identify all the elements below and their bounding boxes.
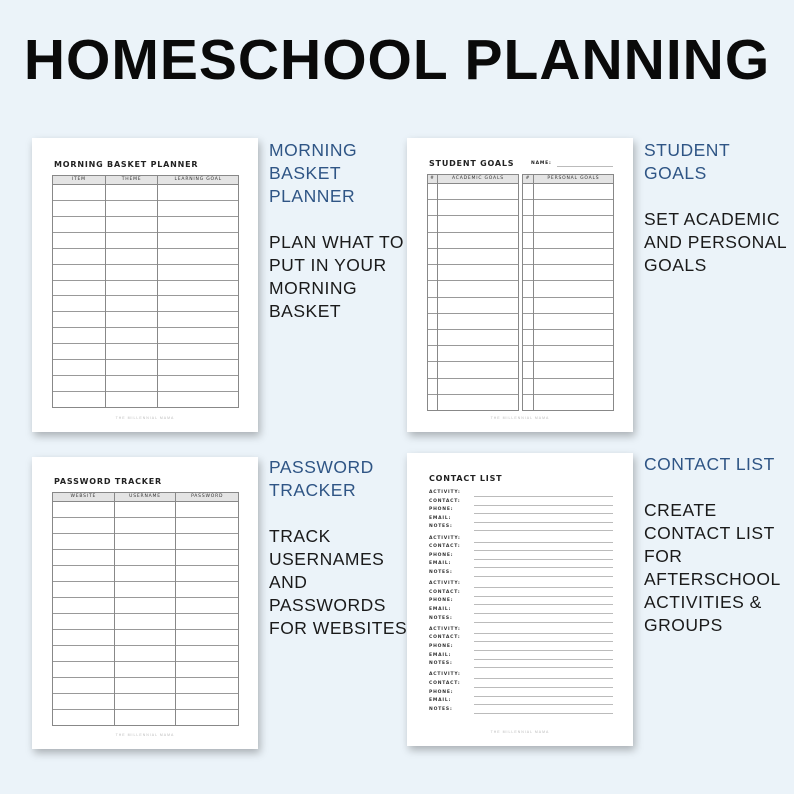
card-title: MORNING BASKET PLANNER — [54, 160, 199, 169]
table-cell — [438, 395, 518, 410]
field-label: NOTES: — [429, 615, 453, 621]
table-cell — [176, 502, 238, 518]
table-cell — [158, 392, 238, 407]
table-cell — [115, 518, 176, 534]
table-column — [158, 176, 238, 407]
table-cell — [523, 249, 533, 265]
table-cell — [53, 694, 114, 710]
field-label: CONTACT: — [429, 498, 461, 504]
field-line — [474, 633, 613, 634]
table-cell — [523, 346, 533, 362]
contact-field-row — [429, 598, 613, 607]
contact-field-row — [429, 707, 613, 716]
table-cell — [53, 646, 114, 662]
field-line — [474, 667, 613, 668]
body-line: PUT IN YOUR — [269, 255, 387, 275]
table-cell — [428, 362, 437, 378]
field-line — [474, 713, 613, 714]
field-line — [474, 587, 613, 588]
field-label: ACTIVITY: — [429, 535, 461, 541]
column-header: # — [523, 175, 533, 184]
table-cell — [106, 296, 158, 312]
contact-field-row — [429, 536, 613, 545]
table-cell — [53, 328, 105, 344]
table-cell — [158, 344, 238, 360]
field-line — [474, 678, 613, 679]
body-line: MORNING — [269, 278, 358, 298]
table-cell — [53, 518, 114, 534]
column-header: # — [428, 175, 437, 184]
contact-block — [429, 536, 613, 579]
field-label: NOTES: — [429, 706, 453, 712]
table-cell — [106, 281, 158, 297]
table-column — [438, 175, 518, 410]
description-heading — [644, 453, 781, 476]
table-column — [53, 493, 115, 725]
contact-field-row — [429, 516, 613, 525]
table-cell — [428, 281, 437, 297]
table-cell — [428, 265, 437, 281]
body-line: CONTACT LIST — [644, 523, 775, 543]
table-cell — [176, 582, 238, 598]
field-line — [474, 641, 613, 642]
table-cell — [115, 630, 176, 646]
field-label: PHONE: — [429, 689, 454, 695]
table-cell — [106, 312, 158, 328]
field-label: CONTACT: — [429, 635, 461, 641]
field-label: EMAIL: — [429, 698, 452, 704]
field-label: PHONE: — [429, 552, 454, 558]
table-cell — [523, 200, 533, 216]
table-cell — [438, 249, 518, 265]
password-description — [269, 456, 407, 640]
table-cell — [158, 328, 238, 344]
table-cell — [438, 379, 518, 395]
field-line — [474, 559, 613, 560]
table-cell — [53, 344, 105, 360]
field-line — [474, 659, 613, 660]
table-cell — [534, 346, 613, 362]
table-cell — [534, 281, 613, 297]
table-cell — [534, 362, 613, 378]
heading-line: PASSWORD — [269, 457, 374, 477]
table-cell — [438, 184, 518, 200]
table-cell — [115, 550, 176, 566]
heading-line: STUDENT — [644, 140, 731, 160]
field-label: EMAIL: — [429, 515, 452, 521]
table-cell — [115, 710, 176, 725]
table-column — [428, 175, 438, 410]
footer-brand: THE MILLENNIAL MAMA — [490, 730, 550, 734]
contact-field-row — [429, 672, 613, 681]
table-cell — [53, 678, 114, 694]
body-line: AFTERSCHOOL — [644, 569, 781, 589]
morning-basket-card — [32, 138, 258, 432]
table-cell — [53, 201, 105, 217]
table-cell — [523, 184, 533, 200]
table-cell — [158, 360, 238, 376]
table-cell — [523, 330, 533, 346]
table-cell — [53, 217, 105, 233]
table-cell — [53, 249, 105, 265]
body-line: GOALS — [644, 255, 707, 275]
contact-field-row — [429, 570, 613, 579]
table-cell — [53, 185, 105, 201]
field-label: NOTES: — [429, 569, 453, 575]
field-line — [474, 596, 613, 597]
field-line — [474, 696, 613, 697]
contact-field-row — [429, 690, 613, 699]
morning-table — [52, 175, 239, 408]
field-label: ACTIVITY: — [429, 490, 461, 495]
table-cell — [106, 360, 158, 376]
table-cell — [438, 265, 518, 281]
table-cell — [438, 200, 518, 216]
field-label: ACTIVITY: — [429, 581, 461, 587]
field-label: NOTES: — [429, 661, 453, 667]
table-cell — [158, 217, 238, 233]
contact-field-row — [429, 616, 613, 625]
footer-brand: THE MILLENNIAL MAMA — [490, 416, 550, 420]
field-line — [474, 687, 613, 688]
name-label: NAME: — [531, 161, 552, 166]
body-line: BASKET — [269, 301, 342, 321]
table-cell — [53, 312, 105, 328]
table-cell — [53, 582, 114, 598]
contact-field-row — [429, 490, 613, 499]
table-cell — [534, 265, 613, 281]
contact-block — [429, 490, 613, 533]
column-header: ACADEMIC GOALS — [438, 175, 518, 184]
table-cell — [438, 314, 518, 330]
table-cell — [115, 566, 176, 582]
table-cell — [523, 265, 533, 281]
table-cell — [53, 710, 114, 725]
student-goals-card — [407, 138, 633, 432]
description-heading — [644, 139, 787, 185]
table-cell — [428, 249, 437, 265]
heading-line: GOALS — [644, 163, 707, 183]
table-cell — [106, 201, 158, 217]
table-cell — [53, 566, 114, 582]
field-line — [474, 622, 613, 623]
table-cell — [53, 265, 105, 281]
contact-field-row — [429, 507, 613, 516]
table-column — [53, 176, 106, 407]
footer-brand: THE MILLENNIAL MAMA — [115, 733, 175, 737]
contact-field-row — [429, 644, 613, 653]
table-cell — [523, 379, 533, 395]
heading-line: TRACKER — [269, 480, 357, 500]
field-label: CONTACT: — [429, 589, 461, 595]
table-cell — [534, 298, 613, 314]
table-cell — [176, 534, 238, 550]
table-cell — [106, 376, 158, 392]
table-cell — [428, 233, 437, 249]
table-cell — [523, 395, 533, 410]
table-cell — [53, 281, 105, 297]
table-cell — [523, 233, 533, 249]
field-label: PHONE: — [429, 507, 454, 513]
table-cell — [176, 678, 238, 694]
description-heading — [269, 456, 407, 502]
field-label: ACTIVITY: — [429, 626, 461, 632]
field-line — [474, 522, 613, 523]
field-label: EMAIL: — [429, 606, 452, 612]
field-line — [474, 576, 613, 577]
table-cell — [438, 298, 518, 314]
table-cell — [176, 614, 238, 630]
table-cell — [176, 518, 238, 534]
contact-field-row — [429, 524, 613, 533]
contact-field-row — [429, 653, 613, 662]
page-title: HOMESCHOOL PLANNING — [23, 28, 771, 92]
table-cell — [158, 201, 238, 217]
field-line — [474, 505, 613, 506]
table-cell — [428, 184, 437, 200]
table-cell — [115, 662, 176, 678]
field-label: NOTES: — [429, 524, 453, 530]
table-cell — [115, 598, 176, 614]
table-cell — [428, 298, 437, 314]
contact-field-row — [429, 590, 613, 599]
table-cell — [115, 678, 176, 694]
field-line — [474, 496, 613, 497]
contact-field-row — [429, 553, 613, 562]
contact-field-row — [429, 607, 613, 616]
table-cell — [438, 216, 518, 232]
body-line: AND — [269, 572, 308, 592]
contact-field-row — [429, 635, 613, 644]
table-cell — [534, 216, 613, 232]
table-cell — [106, 217, 158, 233]
column-header: WEBSITE — [53, 493, 114, 502]
body-line: FOR — [644, 546, 683, 566]
table-cell — [106, 392, 158, 407]
column-header: ITEM — [53, 176, 105, 185]
table-cell — [428, 200, 437, 216]
table-cell — [158, 265, 238, 281]
table-cell — [115, 534, 176, 550]
field-label: CONTACT: — [429, 544, 461, 550]
field-label: EMAIL: — [429, 561, 452, 567]
column-header: LEARNING GOAL — [158, 176, 238, 185]
table-cell — [523, 216, 533, 232]
table-cell — [428, 330, 437, 346]
heading-line: MORNING — [269, 140, 358, 160]
contact-block — [429, 627, 613, 670]
table-cell — [158, 233, 238, 249]
table-cell — [534, 330, 613, 346]
table-cell — [428, 314, 437, 330]
body-line: CREATE — [644, 500, 717, 520]
academic-goals-table — [427, 174, 519, 411]
table-cell — [53, 360, 105, 376]
body-line: FOR WEBSITES — [269, 618, 408, 638]
contact-field-row — [429, 681, 613, 690]
table-cell — [438, 281, 518, 297]
contact-field-row — [429, 561, 613, 570]
table-column — [523, 175, 534, 410]
table-cell — [428, 379, 437, 395]
body-line: GROUPS — [644, 615, 723, 635]
table-cell — [523, 362, 533, 378]
name-line — [557, 166, 613, 167]
table-cell — [106, 233, 158, 249]
field-label: PHONE: — [429, 598, 454, 604]
table-cell — [53, 534, 114, 550]
field-line — [474, 613, 613, 614]
table-cell — [115, 614, 176, 630]
body-line: ACTIVITIES & — [644, 592, 762, 612]
table-cell — [534, 200, 613, 216]
table-cell — [523, 281, 533, 297]
table-cell — [176, 566, 238, 582]
table-cell — [438, 233, 518, 249]
field-label: EMAIL: — [429, 652, 452, 658]
table-cell — [158, 249, 238, 265]
table-cell — [53, 630, 114, 646]
contact-description — [644, 453, 781, 637]
table-cell — [534, 249, 613, 265]
column-header: PERSONAL GOALS — [534, 175, 613, 184]
field-line — [474, 650, 613, 651]
contact-list-card — [407, 453, 633, 746]
table-cell — [53, 550, 114, 566]
morning-description — [269, 139, 404, 323]
field-line — [474, 550, 613, 551]
table-cell — [534, 395, 613, 410]
password-table — [52, 492, 239, 726]
table-cell — [176, 694, 238, 710]
contact-field-row — [429, 581, 613, 590]
body-line: SET ACADEMIC — [644, 209, 780, 229]
table-cell — [106, 344, 158, 360]
body-line: PASSWORDS — [269, 595, 386, 615]
table-cell — [176, 598, 238, 614]
table-cell — [534, 184, 613, 200]
table-cell — [438, 330, 518, 346]
body-line: USERNAMES — [269, 549, 385, 569]
table-cell — [158, 296, 238, 312]
contact-field-row — [429, 544, 613, 553]
table-cell — [428, 346, 437, 362]
heading-line: PLANNER — [269, 186, 356, 206]
heading-line: BASKET — [269, 163, 342, 183]
table-cell — [115, 646, 176, 662]
table-cell — [53, 502, 114, 518]
personal-goals-table — [522, 174, 614, 411]
table-column — [106, 176, 159, 407]
table-cell — [176, 710, 238, 725]
field-label: ACTIVITY: — [429, 672, 461, 678]
table-cell — [53, 296, 105, 312]
table-cell — [428, 395, 437, 410]
field-line — [474, 704, 613, 705]
goals-description — [644, 139, 787, 277]
table-cell — [176, 662, 238, 678]
table-cell — [158, 185, 238, 201]
contact-block — [429, 672, 613, 715]
table-cell — [176, 630, 238, 646]
card-title: PASSWORD TRACKER — [54, 477, 162, 486]
body-line: AND PERSONAL — [644, 232, 788, 252]
contact-field-row — [429, 499, 613, 508]
card-title: CONTACT LIST — [429, 474, 503, 483]
table-cell — [106, 249, 158, 265]
field-line — [474, 542, 613, 543]
table-cell — [176, 550, 238, 566]
table-cell — [158, 312, 238, 328]
field-line — [474, 513, 613, 514]
card-title: STUDENT GOALS — [429, 159, 515, 168]
table-cell — [523, 314, 533, 330]
table-cell — [523, 298, 533, 314]
table-cell — [438, 346, 518, 362]
body-line: TRACK — [269, 526, 331, 546]
table-column — [534, 175, 613, 410]
table-cell — [53, 233, 105, 249]
table-cell — [534, 233, 613, 249]
table-cell — [53, 662, 114, 678]
field-line — [474, 567, 613, 568]
field-label: PHONE: — [429, 643, 454, 649]
table-column — [115, 493, 177, 725]
table-cell — [438, 362, 518, 378]
table-cell — [53, 598, 114, 614]
table-cell — [176, 646, 238, 662]
column-header: USERNAME — [115, 493, 176, 502]
body-line: PLAN WHAT TO — [269, 232, 405, 252]
password-tracker-card — [32, 457, 258, 749]
table-cell — [158, 376, 238, 392]
description-heading — [269, 139, 404, 208]
field-line — [474, 604, 613, 605]
table-cell — [534, 314, 613, 330]
table-cell — [428, 216, 437, 232]
table-cell — [115, 582, 176, 598]
table-cell — [115, 694, 176, 710]
table-cell — [534, 379, 613, 395]
table-cell — [106, 185, 158, 201]
contact-field-row — [429, 698, 613, 707]
table-cell — [106, 328, 158, 344]
field-label: CONTACT: — [429, 680, 461, 686]
table-column — [176, 493, 238, 725]
heading-line: CONTACT LIST — [644, 454, 775, 474]
table-cell — [158, 281, 238, 297]
table-cell — [53, 392, 105, 407]
column-header: THEME — [106, 176, 158, 185]
table-cell — [106, 265, 158, 281]
table-cell — [53, 376, 105, 392]
contact-block — [429, 581, 613, 624]
field-line — [474, 530, 613, 531]
table-cell — [115, 502, 176, 518]
contact-field-row — [429, 661, 613, 670]
table-cell — [53, 614, 114, 630]
column-header: PASSWORD — [176, 493, 238, 502]
footer-brand: THE MILLENNIAL MAMA — [115, 416, 175, 420]
